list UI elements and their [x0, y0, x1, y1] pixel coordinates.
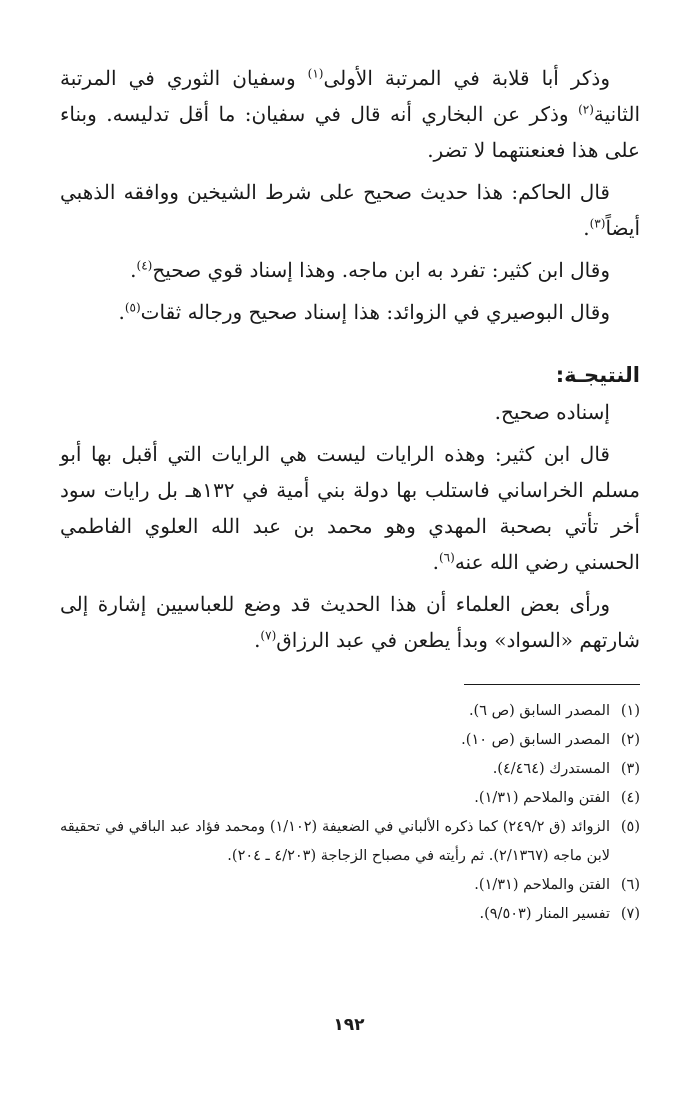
section-heading-result: النتيجـة: — [555, 363, 640, 387]
paragraph-text: وسفيان الثوري في المرتبة الثانية — [60, 66, 640, 126]
footnote-separator — [464, 684, 640, 685]
footnote-number: (٥) — [620, 819, 640, 835]
paragraph-text: إسناده صحيح. — [494, 400, 610, 424]
footnote-number: (١) — [620, 703, 640, 719]
footnote-text: الزوائد (ق ٢٤٩/٢) كما ذكره الألباني في الضعيفة (١/١٠٢) ومحمد فؤاد عبد الباقي في تحقيقه لابن ماجه (٢/١٣٦٧). ثم رأيته في مصباح الزجاجة (٤/٢٠٣ ـ ٢٠٤). — [60, 819, 610, 864]
footnote-number: (٣) — [620, 761, 640, 777]
footnote-ref-4[interactable]: (٤) — [136, 258, 153, 273]
paragraph-4 — [60, 294, 640, 330]
result-paragraph-1 — [60, 394, 640, 430]
paragraph-text: . — [432, 550, 439, 574]
footnote-item — [60, 900, 640, 929]
paragraph-text: قال الحاكم: هذا حديث صحيح على شرط الشيخين ووافقه الذهبي أيضاً — [60, 180, 640, 240]
paragraph-text: وقال البوصيري في الزوائد: هذا إسناد صحيح ورجاله ثقات — [140, 300, 610, 324]
paragraph-text: وذكر أبا قلابة في المرتبة الأولى — [323, 66, 610, 90]
page-number: ١٩٢ — [333, 1015, 365, 1035]
footnote-item — [60, 784, 640, 813]
footnotes — [60, 697, 640, 929]
footnote-item — [60, 813, 640, 871]
footnote-item — [60, 697, 640, 726]
paragraph-text: . — [118, 300, 125, 324]
footnote-number: (٦) — [620, 877, 640, 893]
paragraph-text: وذكر عن البخاري أنه قال في سفيان: ما أقل تدليسه. وبناء على هذا فعنعنتهما لا تضر. — [60, 102, 640, 162]
footnote-ref-7[interactable]: (٧) — [260, 628, 277, 643]
footnote-number: (٧) — [620, 906, 640, 922]
paragraph-text: قال ابن كثير: وهذه الرايات ليست هي الرايات التي أقبل بها أبو مسلم الخراساني فاستلب بها دولة بني أمية في ١٣٢هـ بل رايات سود أخر تأتي بصحبة المهدي وهو محمد بن عبد الله العلوي الفاطمي الحسني رضي الله عنه — [60, 442, 640, 574]
paragraph-text: . — [254, 628, 261, 652]
footnote-item — [60, 871, 640, 900]
paragraph-text: وقال ابن كثير: تفرد به ابن ماجه. وهذا إسناد قوي صحيح — [152, 258, 610, 282]
footnote-text: المصدر السابق (ص ١٠). — [461, 732, 610, 748]
footnote-text: المستدرك (٤/٤٦٤). — [492, 761, 610, 777]
footnote-item — [60, 726, 640, 755]
paragraph-2 — [60, 174, 640, 246]
footnote-ref-2[interactable]: (٢) — [578, 102, 594, 117]
result-paragraph-2 — [60, 436, 640, 580]
paragraph-3 — [60, 252, 640, 288]
footnote-ref-5[interactable]: (٥) — [124, 300, 141, 315]
footnote-text: تفسير المنار (٩/٥٠٣). — [479, 906, 610, 922]
footnote-item — [60, 755, 640, 784]
footnote-text: الفتن والملاحم (١/٣١). — [474, 877, 610, 893]
paragraph-text: ورأى بعض العلماء أن هذا الحديث قد وضع للعباسيين إشارة إلى شارتهم «السواد» وبدأ يطعن في عبد الرزاق — [60, 592, 640, 652]
footnote-text: الفتن والملاحم (١/٣١). — [474, 790, 610, 806]
page-body — [60, 60, 640, 929]
paragraph-1 — [60, 60, 640, 168]
paragraph-text: . — [583, 216, 590, 240]
footnote-number: (٤) — [620, 790, 640, 806]
footnote-ref-3[interactable]: (٣) — [589, 216, 606, 231]
footnote-number: (٢) — [620, 732, 640, 748]
footnote-ref-6[interactable]: (٦) — [438, 550, 455, 565]
result-paragraph-3 — [60, 586, 640, 658]
paragraph-text: . — [130, 258, 137, 282]
footnote-ref-1[interactable]: (١) — [307, 66, 324, 81]
footnote-text: المصدر السابق (ص ٦). — [468, 703, 610, 719]
